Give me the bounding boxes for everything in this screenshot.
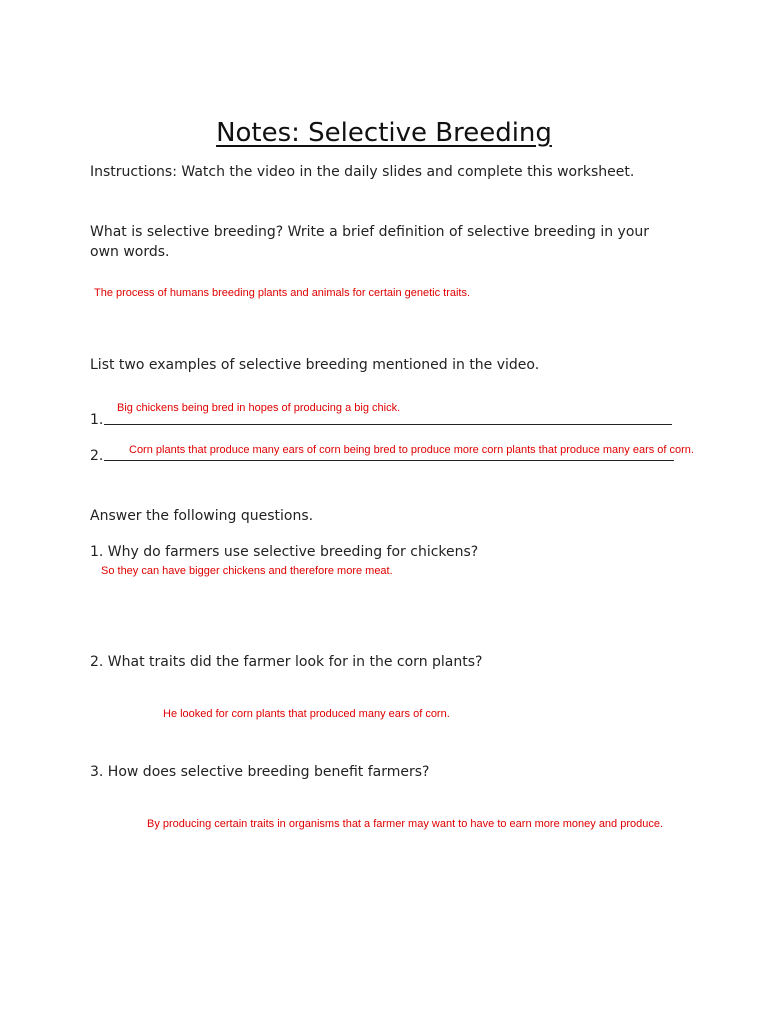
example-number: 1. (90, 412, 104, 428)
instructions-text: Instructions: Watch the video in the daily slides and complete this worksheet. (90, 164, 635, 180)
definition-answer: The process of humans breeding plants and animals for certain genetic traits. (94, 287, 471, 299)
examples-prompt: List two examples of selective breeding mentioned in the video. (90, 357, 540, 373)
example-answer: Big chickens being bred in hopes of producing a big chick. (117, 402, 401, 414)
questions-heading: Answer the following questions. (90, 508, 314, 524)
answer-line (104, 460, 674, 461)
question-text: 2. What traits did the farmer look for in the corn plants? (90, 654, 483, 670)
question-text: 1. Why do farmers use selective breeding for chickens? (90, 544, 479, 560)
question-text: 3. How does selective breeding benefit farmers? (90, 764, 430, 780)
page-title: Notes: Selective Breeding (216, 118, 552, 148)
definition-question: What is selective breeding? Write a brief definition of selective breeding in your own words. (90, 224, 650, 260)
question-answer: He looked for corn plants that produced many ears of corn. (163, 708, 450, 720)
answer-line (104, 424, 672, 425)
question-answer: By producing certain traits in organisms that a farmer may want to have to earn more money and produce. (147, 818, 664, 830)
example-number: 2. (90, 448, 104, 464)
question-answer: So they can have bigger chickens and therefore more meat. (101, 565, 393, 577)
example-answer: Corn plants that produce many ears of corn being bred to produce more corn plants that produce many ears of corn. (129, 444, 694, 456)
